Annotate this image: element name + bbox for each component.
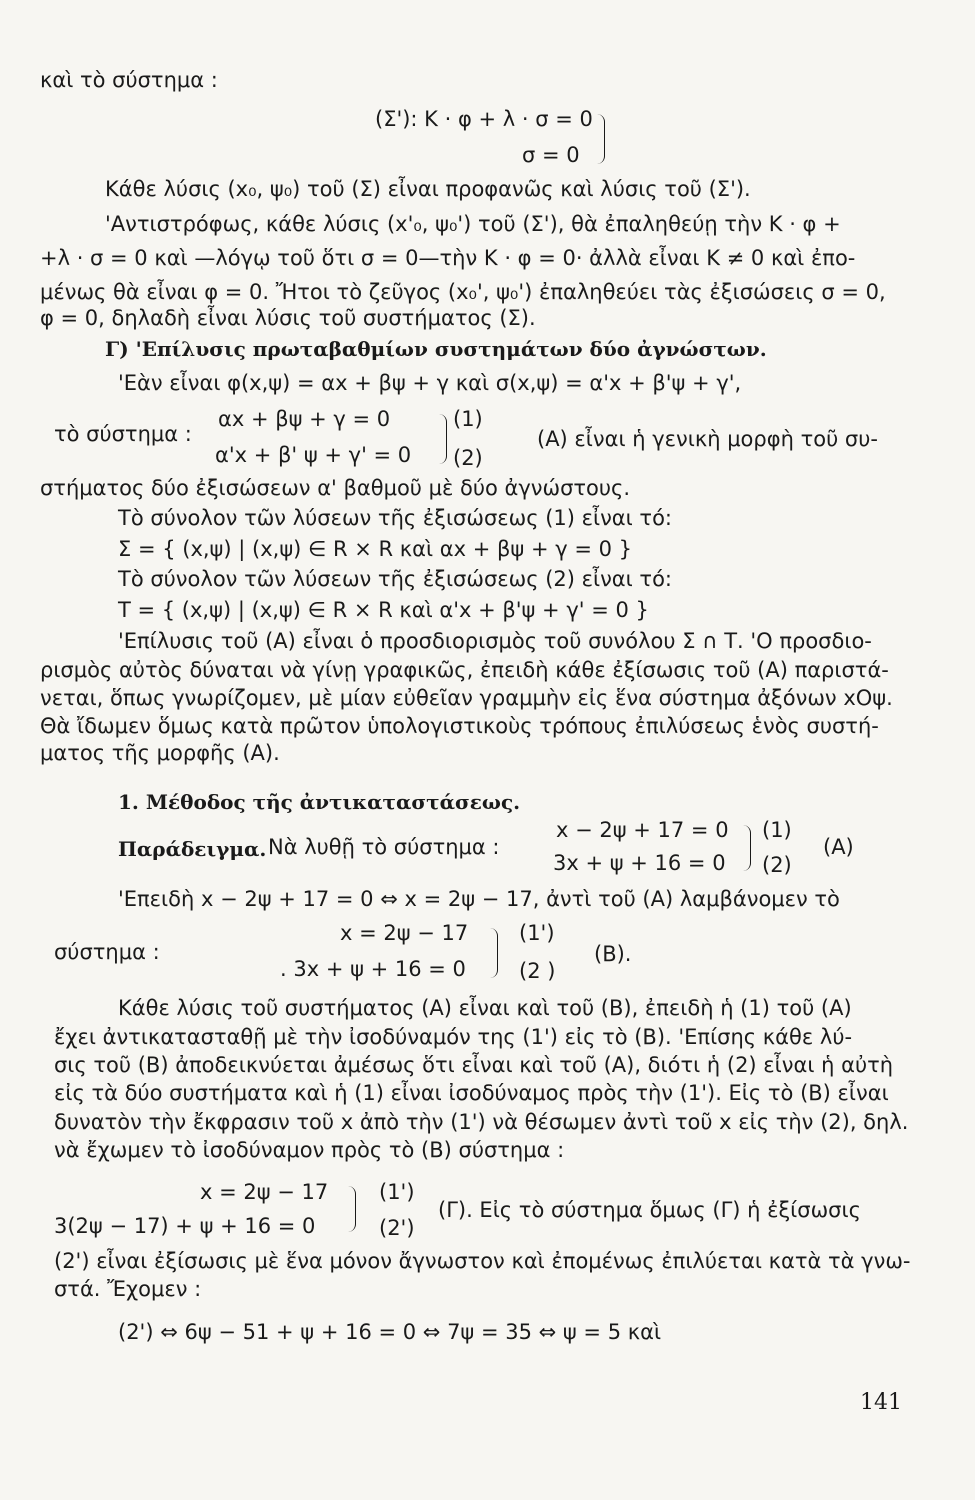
system-a-tail: (Α) εἶναι ἡ γενικὴ μορφὴ τοῦ συ- [537, 427, 878, 451]
text-line: νεται, ὅπως γνωρίζομεν, μὲ μίαν εὐθεῖαν γραμμὴν εἰς ἕνα σύστημα ἀξόνων xΟψ. [40, 686, 893, 710]
example-eq2: 3x + ψ + 16 = 0 [553, 851, 726, 875]
system-sigma-prime-eq1: (Σ'): Κ · φ + λ · σ = 0 [375, 107, 593, 131]
section-heading: 1. Μέθοδος τῆς ἀντικαταστάσεως. [118, 790, 521, 814]
text-line: ἔχει ἀντικατασταθῇ μὲ τὴν ἰσοδύναμόν της (1') εἰς τὸ (Β). 'Επίσης κάθε λύ- [54, 1025, 853, 1049]
text-line: φ = 0, δηλαδὴ εἶναι λύσις τοῦ συστήματος (Σ). [40, 306, 536, 330]
system-a-number-2: (2) [453, 446, 483, 470]
brace [742, 825, 751, 871]
text-line: +λ · σ = 0 καὶ —λόγῳ τοῦ ὅτι σ = 0—τὴν Κ · φ = 0· ἀλλὰ εἶναι Κ ≠ 0 καὶ ἐπο- [40, 246, 856, 270]
brace [438, 414, 447, 464]
text-line: Τ = { (x,ψ) | (x,ψ) ∈ R × R καὶ α'x + β'ψ + γ' = 0 } [118, 598, 649, 622]
page-number: 141 [860, 1390, 902, 1415]
text-line: (2') εἶναι ἐξίσωσις μὲ ἕνα μόνον ἄγνωστον καὶ ἐπομένως ἐπιλύεται κατὰ τὰ γνω- [54, 1249, 911, 1273]
system-b-number-1: (1') [519, 921, 555, 945]
example-tag: (Α) [823, 835, 854, 859]
text-line: Τὸ σύνολον τῶν λύσεων τῆς ἐξισώσεως (1) εἶναι τό: [118, 506, 672, 530]
example-label: Παράδειγμα. [118, 837, 267, 861]
text-line: (2') ⇔ 6ψ − 51 + ψ + 16 = 0 ⇔ 7ψ = 35 ⇔ ψ = 5 καὶ [118, 1320, 662, 1344]
text-line: σις τοῦ (Β) ἀποδεικνύεται ἀμέσως ὅτι εἶναι καὶ τοῦ (Α), διότι ἡ (2) εἶναι ἡ αὐτὴ [54, 1053, 894, 1077]
text-line: Θὰ ἴδωμεν ὅμως κατὰ πρῶτον ὑπολογιστικοὺς τρόπους ἐπιλύσεως ἑνὸς συστή- [40, 714, 879, 738]
system-b-number-2: (2 ) [519, 959, 556, 983]
system-g-tail: (Γ). Εἰς τὸ σύστημα ὅμως (Γ) ἡ ἐξίσωσις [438, 1198, 861, 1222]
text-line: δυνατὸν τὴν ἔκφρασιν τοῦ x ἀπὸ τὴν (1') νὰ θέσωμεν ἀντὶ τοῦ x εἰς τὴν (2), δηλ. [54, 1110, 909, 1134]
section-heading: Γ) 'Επίλυσις πρωταβαθμίων συστημάτων δύο ἀγνώστων. [105, 337, 767, 361]
text-line: στά. Ἔχομεν : [54, 1277, 202, 1301]
system-a-number-1: (1) [453, 407, 483, 431]
text-line: Κάθε λύσις (x₀, ψ₀) τοῦ (Σ) εἶναι προφανῶς καὶ λύσις τοῦ (Σ'). [105, 177, 751, 201]
system-a-label: τὸ σύστημα : [54, 422, 192, 446]
text-line: εἰς τὰ δύο συστήματα καὶ ἡ (1) εἶναι ἰσοδύναμος πρὸς τὴν (1'). Εἰς τὸ (Β) εἶναι [54, 1081, 889, 1105]
system-g-number-1: (1') [379, 1180, 415, 1204]
system-g-eq2: 3(2ψ − 17) + ψ + 16 = 0 [54, 1214, 316, 1238]
system-b-label: σύστημα : [54, 940, 160, 964]
text-line: 'Εὰν εἶναι φ(x,ψ) = αx + βψ + γ καὶ σ(x,ψ) = α'x + β'ψ + γ', [118, 371, 742, 395]
text-line: νὰ ἔχωμεν τὸ ἰσοδύναμον πρὸς τὸ (Β) σύστημα : [54, 1138, 565, 1162]
brace [347, 1186, 356, 1232]
example-number-2: (2) [762, 853, 792, 877]
example-eq1: x − 2ψ + 17 = 0 [556, 818, 729, 842]
text-line: στήματος δύο ἐξισώσεων α' βαθμοῦ μὲ δύο ἀγνώστους. [40, 476, 631, 500]
example-text: Νὰ λυθῇ τὸ σύστημα : [268, 835, 500, 859]
text-line: μένως θὰ εἶναι φ = 0. Ἤτοι τὸ ζεῦγος (x₀', ψ₀') ἐπαληθεύει τὰς ἐξισώσεις σ = 0, [40, 280, 886, 304]
system-b-tag: (Β). [594, 942, 632, 966]
text-line: 'Επίλυσις τοῦ (Α) εἶναι ὁ προσδιορισμὸς τοῦ συνόλου Σ ∩ Τ. 'Ο προσδιο- [118, 629, 872, 653]
text-line: καὶ τὸ σύστημα : [40, 68, 218, 92]
example-number-1: (1) [762, 818, 792, 842]
brace [489, 928, 498, 978]
text-line: 'Αντιστρόφως, κάθε λύσις (x'₀, ψ₀') τοῦ (Σ'), θὰ ἐπαληθεύῃ τὴν Κ · φ + [105, 212, 841, 236]
text-line: ρισμὸς αὐτὸς δύναται νὰ γίνῃ γραφικῶς, ἐπειδὴ κάθε ἐξίσωσις τοῦ (Α) παριστά- [40, 658, 889, 682]
system-g-number-2: (2') [379, 1216, 415, 1240]
text-line: Σ = { (x,ψ) | (x,ψ) ∈ R × R καὶ αx + βψ + γ = 0 } [118, 537, 632, 561]
text-line: Τὸ σύνολον τῶν λύσεων τῆς ἐξισώσεως (2) εἶναι τό: [118, 567, 672, 591]
system-a-eq1: αx + βψ + γ = 0 [218, 407, 391, 431]
text-line: ματος τῆς μορφῆς (Α). [40, 741, 280, 765]
system-b-eq1: x = 2ψ − 17 [340, 921, 469, 945]
system-a-eq2: α'x + β' ψ + γ' = 0 [215, 443, 412, 467]
system-sigma-prime-eq2: σ = 0 [522, 143, 580, 167]
system-g-eq1: x = 2ψ − 17 [200, 1180, 329, 1204]
text-line: 'Επειδὴ x − 2ψ + 17 = 0 ⇔ x = 2ψ − 17, ἀντὶ τοῦ (Α) λαμβάνομεν τὸ [118, 887, 840, 911]
system-b-eq2: . 3x + ψ + 16 = 0 [280, 957, 466, 981]
brace [596, 114, 605, 164]
text-line: Κάθε λύσις τοῦ συστήματος (Α) εἶναι καὶ τοῦ (Β), ἐπειδὴ ἡ (1) τοῦ (Α) [118, 996, 852, 1020]
